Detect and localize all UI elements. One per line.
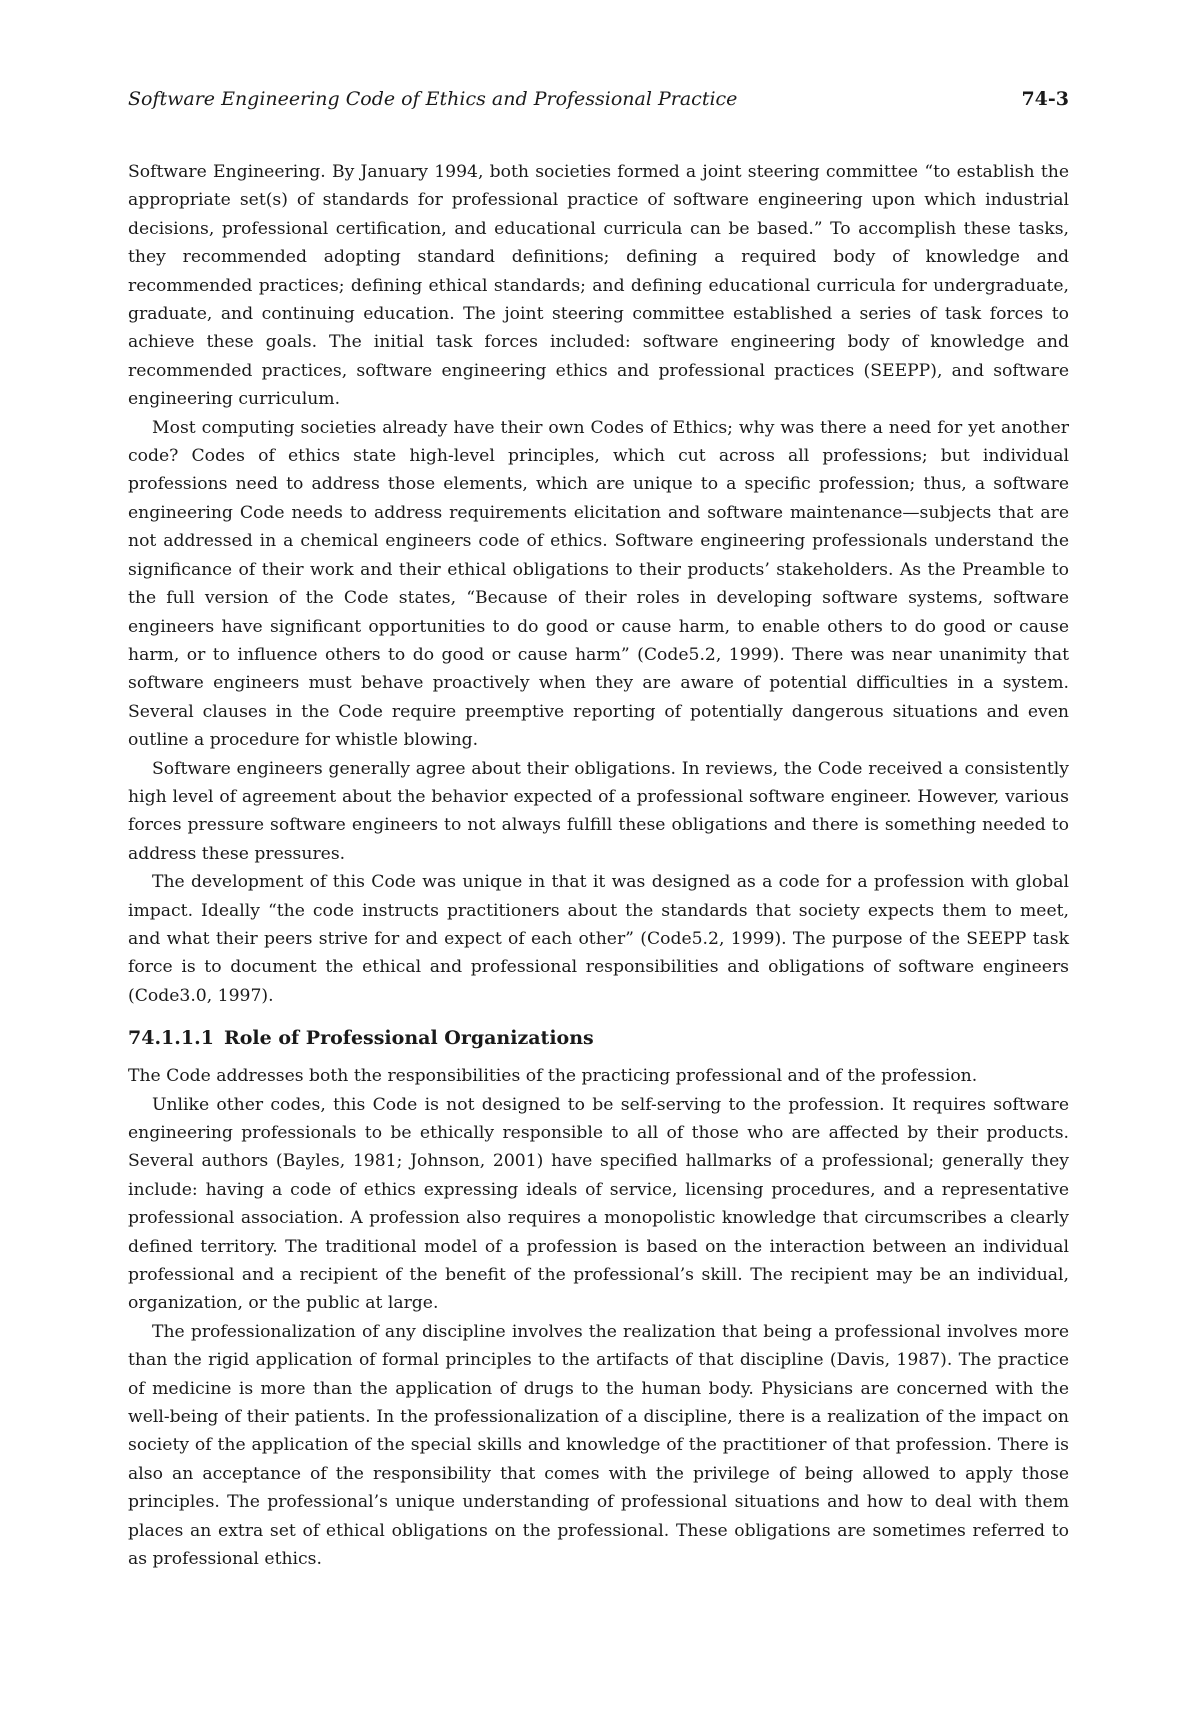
section-number: 74.1.1.1 bbox=[128, 1027, 214, 1050]
section-title: Role of Professional Organizations bbox=[223, 1027, 594, 1050]
body-text bbox=[128, 158, 1069, 1574]
paragraph: Unlike other codes, this Code is not designed to be self-serving to the profession. It requires software engineering professionals to be ethically responsible to all of those who are affected by their products. Several authors (Bayles, 1981; Johnson, 2001) have specified hallmarks of a professional; generally they include: having a code of ethics expressing ideals of service, licensing procedures, and a representative professional association. A profession also requires a monopolistic knowledge that circumscribes a clearly defined territory. The traditional model of a profession is based on the interaction between an individual professional and a recipient of the benefit of the professional’s skill. The recipient may be an individual, organization, or the public at large. bbox=[128, 1094, 1069, 1314]
paragraph: Software engineers generally agree about their obligations. In reviews, the Code received a consistently high level of agreement about the behavior expected of a professional software engineer. However, various forces pressure software engineers to not always fulfill these obligations and there is something needed to address these pressures. bbox=[128, 758, 1069, 864]
paragraph: The development of this Code was unique in that it was designed as a code for a profession with global impact. Ideally “the code instructs practitioners about the standards that society expects them to meet, and what their peers strive for and expect of each other” (Code5.2, 1999). The purpose of the SEEPP task force is to document the ethical and professional responsibilities and obligations of software engineers (Code3.0, 1997). bbox=[128, 872, 1069, 1006]
paragraph: Most computing societies already have their own Codes of Ethics; why was there a need for yet another code? Codes of ethics state high-level principles, which cut across all professions; but individual professions need to address those elements, which are unique to a specific profession; thus, a software engineering Code needs to address requirements elicitation and software maintenance—subjects that are not addressed in a chemical engineers code of ethics. Software engineering professionals understand the significance of their work and their ethical obligations to their products’ stakeholders. As the Preamble to the full version of the Code states, “Because of their roles in developing software systems, software engineers have significant opportunities to do good or cause harm, to enable others to do good or cause harm, or to influence others to do good or cause harm” (Code5.2, 1999). There was near unanimity that software engineers must behave proactively when they are aware of potential difficulties in a system. Several clauses in the Code require preemptive reporting of potentially dangerous situations and even outline a procedure for whistle blowing. bbox=[128, 417, 1069, 751]
running-head-title: Software Engineering Code of Ethics and Professional Practice bbox=[128, 88, 738, 110]
page-number: 74-3 bbox=[1021, 88, 1069, 110]
section-heading bbox=[128, 1024, 1069, 1052]
page bbox=[128, 88, 1069, 1574]
paragraph: The professionalization of any discipline involves the realization that being a professional involves more than the rigid application of formal principles to the artifacts of that discipline (Davis, 1987). The practice of medicine is more than the application of drugs to the human body. Physicians are concerned with the well-being of their patients. In the professionalization of a discipline, there is a realization of the impact on society of the application of the special skills and knowledge of the practitioner of that profession. There is also an acceptance of the responsibility that comes with the privilege of being allowed to apply those principles. The professional’s unique understanding of professional situations and how to deal with them places an extra set of ethical obligations on the professional. These obligations are sometimes referred to as professional ethics. bbox=[128, 1321, 1069, 1570]
paragraph: The Code addresses both the responsibilities of the practicing professional and of the profession. bbox=[128, 1066, 978, 1087]
paragraph: Software Engineering. By January 1994, both societies formed a joint steering committee “to establish the appropriate set(s) of standards for professional practice of software engineering upon which industrial decisions, professional certification, and educational curricula can be based.” To accomplish these tasks, they recommended adopting standard definitions; defining a required body of knowledge and recommended practices; defining ethical standards; and defining educational curricula for undergraduate, graduate, and continuing education. The joint steering committee established a series of task forces to achieve these goals. The initial task forces included: software engineering body of knowledge and recommended practices, software engineering ethics and professional practices (SEEPP), and software engineering curriculum. bbox=[128, 162, 1069, 410]
running-head bbox=[128, 88, 1069, 118]
